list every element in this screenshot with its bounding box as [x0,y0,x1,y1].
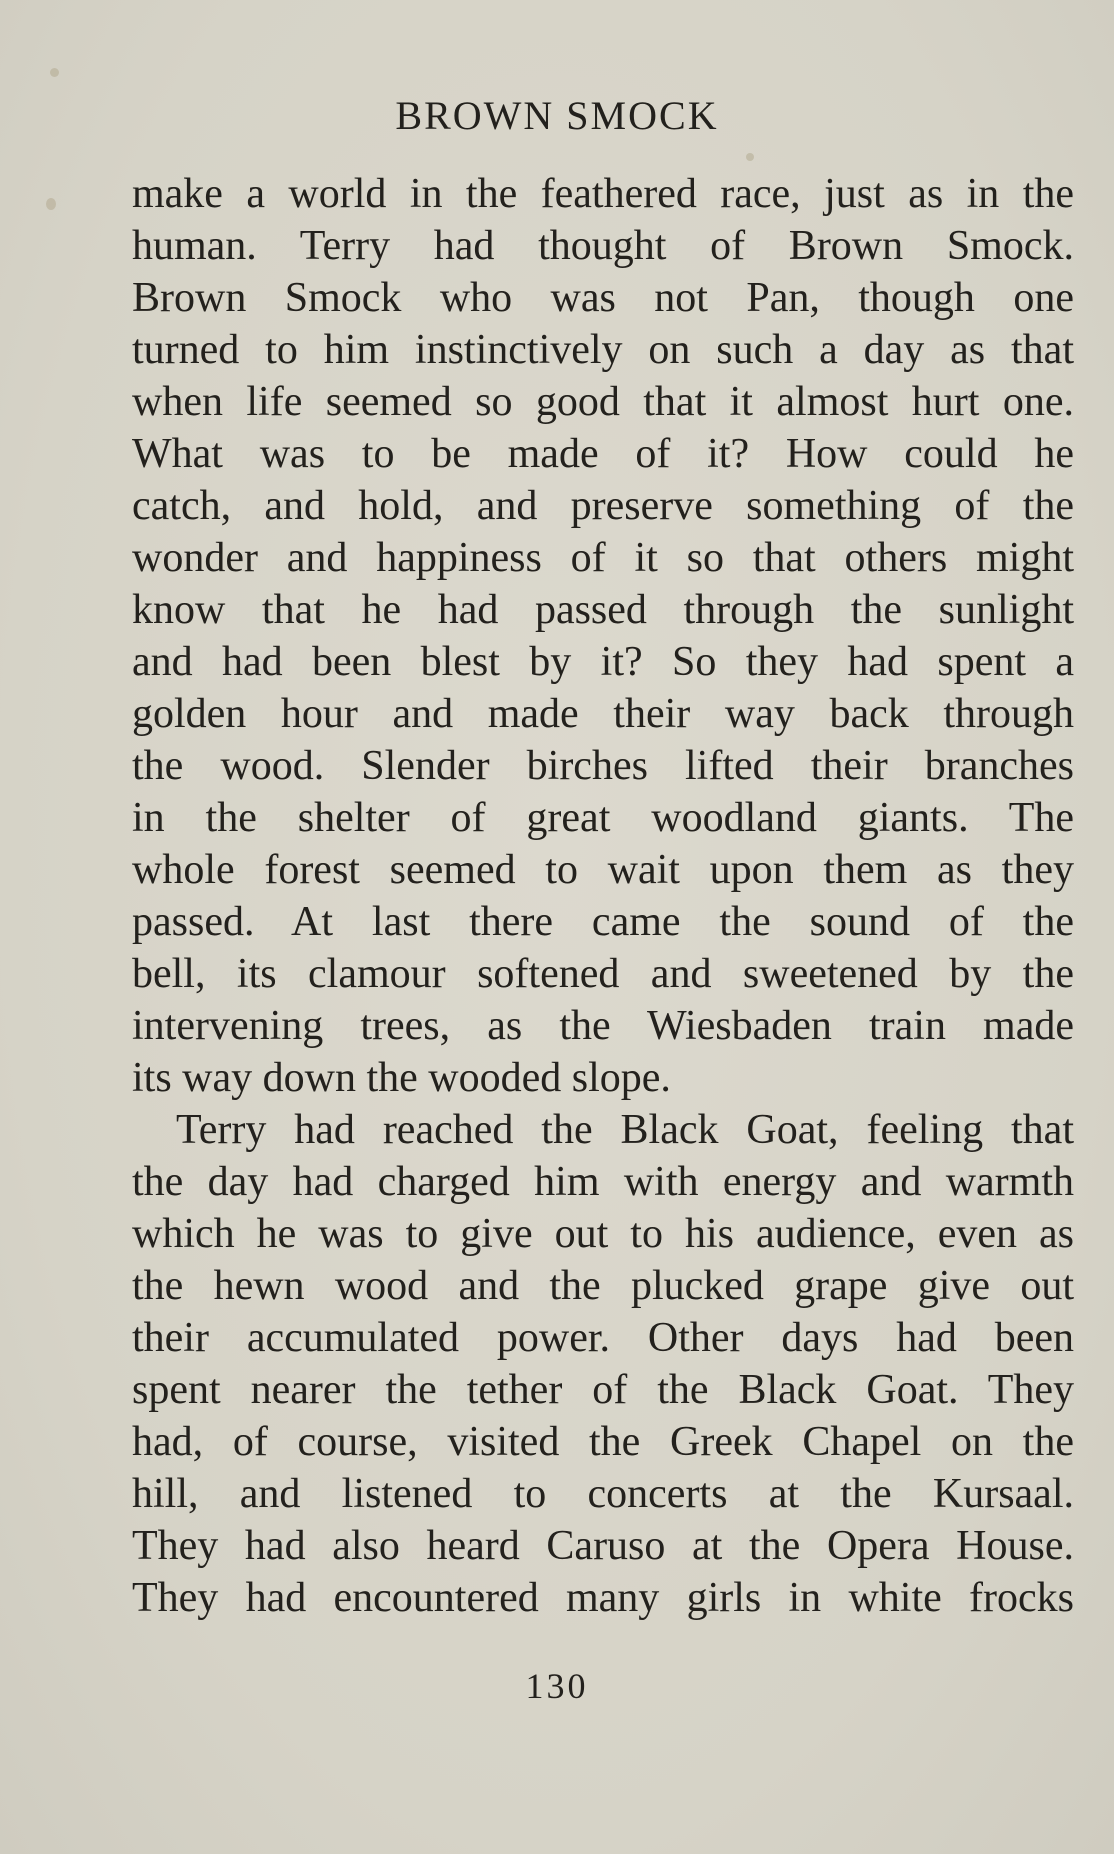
text-line: bell, its clamour softened and sweetened by the [132,951,1074,997]
text-line: its way down the wooded slope. [132,1055,671,1101]
text-line: the wood. Slender birches lifted their branches [132,743,1074,789]
page-number: 130 [525,1666,589,1706]
text-line: turned to him instinctively on such a day as that [132,327,1074,373]
text-line: whole forest seemed to wait upon them as they [132,847,1074,893]
text-line: know that he had passed through the sunlight [132,587,1074,633]
text-line: They had encountered many girls in white frocks [132,1575,1074,1621]
text-line: their accumulated power. Other days had been [132,1315,1074,1361]
text-line: and had been blest by it? So they had spent a [132,639,1074,685]
paper-speck [46,198,56,210]
text-line: when life seemed so good that it almost hurt one. [132,379,1074,425]
paragraph-2 [132,1104,1074,1624]
body-text [132,168,1074,1624]
text-line: make a world in the feathered race, just as in the [132,171,1074,217]
text-line: spent nearer the tether of the Black Goat. They [132,1367,1074,1413]
text-line: wonder and happiness of it so that others might [132,535,1074,581]
text-line: They had also heard Caruso at the Opera House. [132,1523,1074,1569]
text-line: had, of course, visited the Greek Chapel on the [132,1419,1074,1465]
text-line: the hewn wood and the plucked grape give out [132,1263,1074,1309]
text-line: which he was to give out to his audience, even as [132,1211,1074,1257]
text-line: Brown Smock who was not Pan, though one [132,275,1074,321]
text-line: golden hour and made their way back through [132,691,1074,737]
running-head: BROWN SMOCK [395,93,719,138]
text-line: passed. At last there came the sound of the [132,899,1074,945]
text-line: hill, and listened to concerts at the Kursaal. [132,1471,1074,1517]
text-line: human. Terry had thought of Brown Smock. [132,223,1074,269]
text-line: What was to be made of it? How could he [132,431,1074,477]
text-line: in the shelter of great woodland giants. The [132,795,1074,841]
text-line: the day had charged him with energy and warmth [132,1159,1074,1205]
text-line: intervening trees, as the Wiesbaden train made [132,1003,1074,1049]
text-line: Terry had reached the Black Goat, feeling that [176,1107,1074,1153]
paper-speck [746,153,754,161]
paper-speck [50,68,59,77]
paragraph-1 [132,168,1074,1104]
text-line: catch, and hold, and preserve something of the [132,483,1074,529]
